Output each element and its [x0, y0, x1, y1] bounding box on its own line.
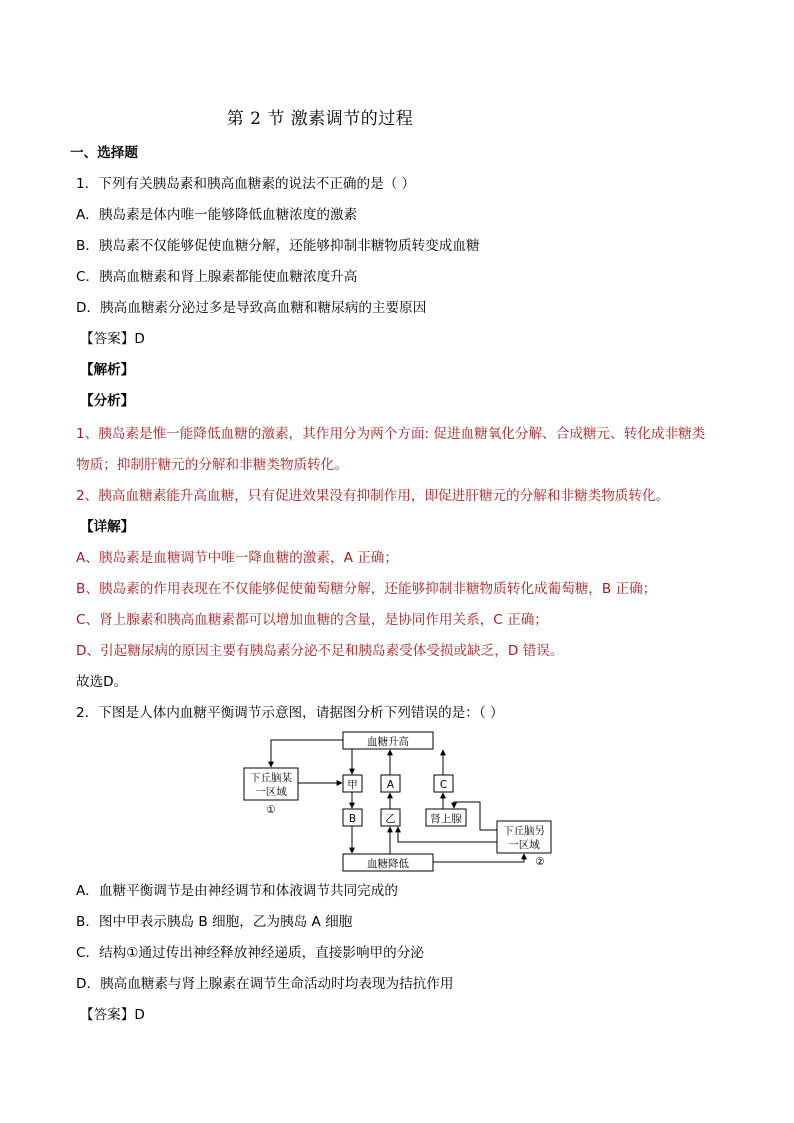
q1-answer: 【答案】D	[80, 331, 145, 347]
q2-option-b: B．图中甲表示胰岛 B 细胞，乙为胰岛 A 细胞	[76, 914, 353, 930]
q1-analysis-line-3: 2、胰高血糖素能升高血糖，只有促进效果没有抑制作用，即促进肝糖元的分解和非糖类物质转化。	[76, 488, 670, 504]
q1-analysis-line-1: 1、胰岛素是惟一能降低血糖的激素，其作用分为两个方面: 促进血糖氧化分解、合成糖元、转化成非糖类	[76, 426, 706, 442]
q1-detail-line-2: B、胰岛素的作用表现在不仅能够促使葡萄糖分解，还能够抑制非糖物质转化成葡萄糖，B 正确；	[76, 581, 657, 597]
q1-option-b: B．胰岛素不仅能够促使血糖分解，还能够抑制非糖物质转变成血糖	[76, 238, 480, 254]
q2-stem: 2．下图是人体内血糖平衡调节示意图，请据图分析下列错误的是：（ ）	[76, 705, 504, 721]
diagram-mark-2: ②	[535, 856, 545, 868]
blood-sugar-regulation-diagram	[240, 730, 554, 874]
q1-detail-line-1: A、胰岛素是血糖调节中唯一降血糖的激素，A 正确；	[76, 550, 398, 566]
q2-option-a: A．血糖平衡调节是由神经调节和体液调节共同完成的	[76, 883, 398, 899]
diagram-label-left-2: 一区域	[255, 786, 287, 798]
section-heading: 一、选择题	[70, 145, 138, 161]
q2-option-d: D．胰高血糖素与肾上腺素在调节生命活动时均表现为拮抗作用	[76, 976, 454, 992]
page-title: 第 2 节 激素调节的过程	[226, 109, 414, 129]
diagram-label-a: A	[386, 779, 395, 791]
arrow-top-to-left	[271, 740, 343, 767]
diagram-mark-1: ①	[266, 804, 276, 816]
diagram-label-right-2: 一区域	[508, 839, 540, 851]
q2-option-c: C．结构①通过传出神经释放神经递质，直接影响甲的分泌	[76, 945, 424, 961]
q1-option-d: D．胰高血糖素分泌过多是导致高血糖和糖尿病的主要原因	[76, 300, 427, 316]
q2-answer: 【答案】D	[80, 1007, 145, 1023]
q1-xiangjie-label: 【详解】	[80, 519, 135, 535]
q1-stem: 1．下列有关胰岛素和胰高血糖素的说法不正确的是（ ）	[76, 176, 416, 192]
q1-jiexi-label: 【解析】	[80, 362, 135, 378]
q1-option-c: C．胰高血糖素和肾上腺素都能使血糖浓度升高	[76, 269, 358, 285]
diagram-label-c: C	[439, 779, 448, 791]
diagram-label-b: B	[348, 813, 357, 825]
diagram-label-jia: 甲	[347, 779, 358, 791]
diagram-label-top: 血糖升高	[367, 736, 409, 748]
q1-fenxi-label: 【分析】	[80, 393, 135, 409]
diagram-label-adrenal: 肾上腺	[430, 813, 462, 825]
q1-detail-line-3: C、肾上腺素和胰高血糖素都可以增加血糖的含量，是协同作用关系，C 正确；	[76, 612, 548, 628]
q1-analysis-line-2: 物质；抑制肝糖元的分解和非糖类物质转化。	[76, 457, 348, 473]
q1-conclusion: 故选D。	[76, 674, 128, 690]
diagram-label-bottom: 血糖降低	[367, 858, 409, 870]
diagram-label-right-1: 下丘脑另	[503, 825, 545, 837]
diagram-label-left-1: 下丘脑某	[250, 772, 292, 784]
q1-option-a: A．胰岛素是体内唯一能够降低血糖浓度的激素	[76, 207, 358, 223]
q1-detail-line-4: D、引起糖尿病的原因主要有胰岛素分泌不足和胰岛素受体受损或缺乏，D 错误。	[76, 643, 564, 659]
arrow-right-to-yi	[398, 827, 497, 842]
diagram-label-yi: 乙	[385, 813, 396, 825]
arrow-bottom-to-right	[433, 854, 524, 862]
